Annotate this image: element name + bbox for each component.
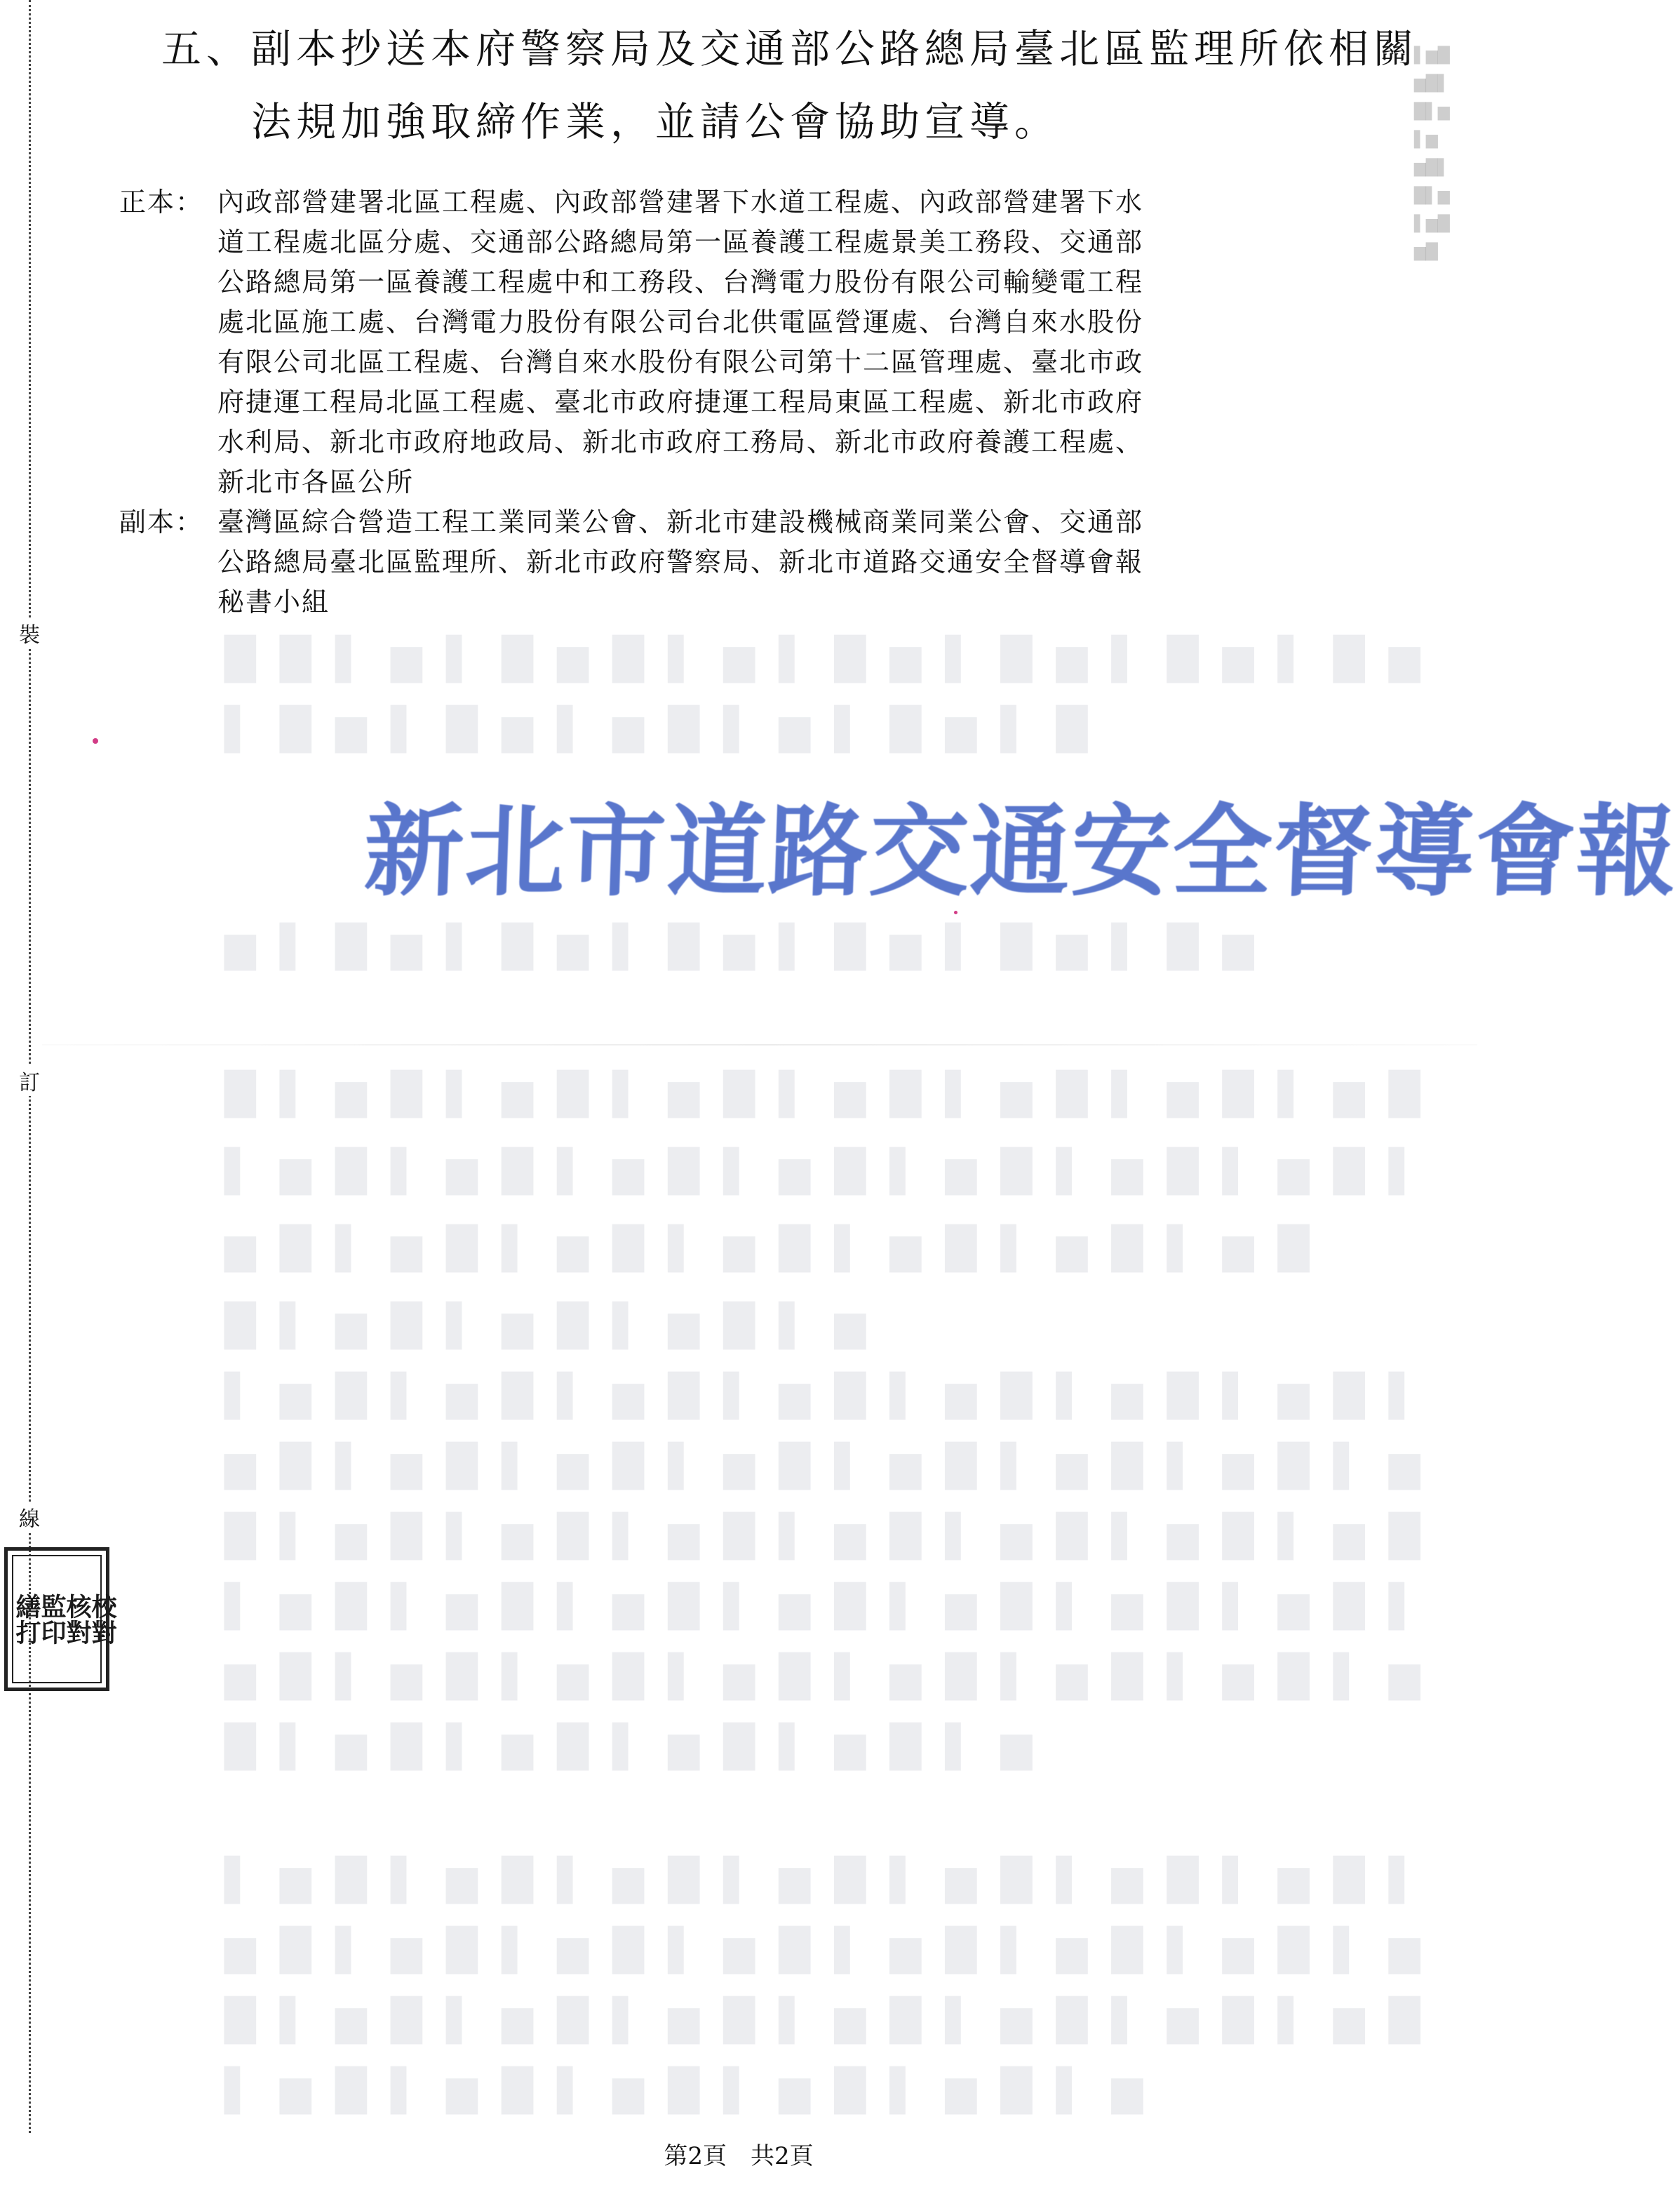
bleed-through-text: ▌ ▆ █ ▌ ▆ █ ▌ ▆ █ ▌ ▆ █ ▌ ▆ █ ▌ ▆ █ ▌ ▆ █ ▌ [224, 1147, 1426, 1195]
copy-line: 臺灣區綜合營造工程工業同業公會、新北市建設機械商業同業公會、交通部 [217, 507, 1144, 537]
bleed-through-text: ▌ ▆ █ ▌ ▆ █ ▌ ▆ █ ▌ ▆ █ ▌ ▆ █ ▌ ▆ █ ▌ ▆ █ ▌ [224, 1582, 1426, 1630]
bleed-through-text: ▌ ▆ █ ▌ ▆ █ ▌ ▆ █ ▌ ▆ █ ▌ ▆ █ ▌ ▆ █ ▌ ▆ █ ▌ [224, 1372, 1426, 1419]
primary-line: 內政部營建署北區工程處、內政部營建署下水道工程處、內政部營建署下水 [217, 187, 1144, 218]
item-five-number: 五、 [161, 26, 251, 72]
primary-line: 新北市各區公所 [217, 467, 415, 497]
seal-column: 監印 [37, 1593, 66, 1645]
primary-line: 公路總局第一區養護工程處中和工務段、台灣電力股份有限公司輸變電工程 [217, 267, 1144, 298]
copy-recipients [119, 502, 1403, 622]
primary-line: 府捷運工程局北區工程處、臺北市政府捷運工程局東區工程處、新北市政府 [217, 387, 1144, 417]
primary-recipients [119, 182, 1403, 502]
bleed-through-text: ▌ ▆ █ ▌ ▆ █ ▌ ▆ █ ▌ ▆ █ ▌ ▆ █ ▌ ▆ [224, 2066, 1149, 2114]
binding-char-mid: 訂 [18, 1065, 41, 1096]
bleed-through-edge: ▌▆█ ▆█▌ █▌▆ ▌▆ ▆█▌ █▌▆ ▌▆█ ▆█ [1414, 47, 1450, 261]
bleed-through-text: ▆ █ ▌ ▆ █ ▌ ▆ █ ▌ ▆ █ ▌ ▆ █ ▌ ▆ █ ▌ ▆ █ ▌ ▆ [224, 1926, 1426, 1974]
bleed-through-text: ▆ ▌ █ ▆ ▌ █ ▆ ▌ █ ▆ ▌ █ ▆ ▌ █ ▆ ▌ █ ▆ [224, 923, 1260, 970]
bleed-through-text: ▌ █ ▆ ▌ █ ▆ ▌ ▆ █ ▌ ▆ ▌ █ ▆ ▌ █ [224, 705, 1094, 753]
bleed-through-text: █ █ ▌ ▆ ▌ █ ▆ █ ▌ ▆ ▌ █ ▆ ▌ █ ▆ ▌ █ ▆ ▌ █ ▆ [224, 635, 1426, 683]
bleed-through-text: █ ▌ ▆ █ ▌ ▆ █ ▌ ▆ █ ▌ ▆ [224, 1302, 872, 1349]
copy-line: 公路總局臺北區監理所、新北市政府警察局、新北市道路交通安全督導會報 [217, 547, 1144, 577]
bleed-through-text: █ ▌ ▆ █ ▌ ▆ █ ▌ ▆ █ ▌ ▆ █ ▌ ▆ [224, 1723, 1038, 1770]
primary-line: 道工程處北區分處、交通部公路總局第一區養護工程處景美工務段、交通部 [217, 227, 1144, 258]
fold-line [42, 1044, 1477, 1045]
item-five-line1: 副本抄送本府警察局及交通部公路總局臺北區監理所依相關 [251, 26, 1418, 72]
seal-column: 核對 [62, 1593, 91, 1645]
bleed-through-text: █ ▌ ▆ █ ▌ ▆ █ ▌ ▆ █ ▌ ▆ █ ▌ ▆ █ ▌ ▆ █ ▌ ▆ █ [224, 1996, 1426, 2044]
ink-dot [93, 738, 98, 744]
organization-stamp: 新北市道路交通安全督導會報 [362, 794, 1680, 910]
bleed-through-text: ▌ ▆ █ ▌ ▆ █ ▌ ▆ █ ▌ ▆ █ ▌ ▆ █ ▌ ▆ █ ▌ ▆ █ ▌ [224, 1856, 1426, 1904]
binding-char-top: 裝 [18, 617, 41, 648]
seal-column: 繕打 [12, 1593, 41, 1645]
primary-line: 水利局、新北市政府地政局、新北市政府工務局、新北市政府養護工程處、 [217, 427, 1144, 457]
item-five-line2: 法規加強取締作業，並請公會協助宣導。 [251, 99, 1059, 145]
bleed-through-text: █ ▌ ▆ █ ▌ ▆ █ ▌ ▆ █ ▌ ▆ █ ▌ ▆ █ ▌ ▆ █ ▌ ▆ █ [224, 1512, 1426, 1560]
bleed-through-text: █ ▌ ▆ █ ▌ ▆ █ ▌ ▆ █ ▌ ▆ █ ▌ ▆ █ ▌ ▆ █ ▌ ▆ █ [224, 1070, 1426, 1118]
item-five [161, 13, 1459, 159]
binding-char-bottom: 線 [18, 1502, 41, 1532]
ink-dot [954, 911, 957, 914]
primary-line: 有限公司北區工程處、台灣自來水股份有限公司第十二區管理處、臺北市政 [217, 347, 1144, 377]
primary-line: 處北區施工處、台灣電力股份有限公司台北供電區營運處、台灣自來水股份 [217, 307, 1144, 338]
page-number: 第2頁 共2頁 [664, 2142, 814, 2170]
primary-label: 正本： [119, 187, 204, 218]
copy-label: 副本： [119, 507, 204, 537]
proofreading-seal [4, 1547, 116, 1691]
bleed-through-text: ▆ █ ▌ ▆ █ ▌ ▆ █ ▌ ▆ █ ▌ ▆ █ ▌ ▆ █ ▌ ▆ █ [224, 1224, 1315, 1272]
bleed-through-text: ▆ █ ▌ ▆ █ ▌ ▆ █ ▌ ▆ █ ▌ ▆ █ ▌ ▆ █ ▌ ▆ █ ▌ ▆ [224, 1652, 1426, 1700]
bleed-through-text: ▆ █ ▌ ▆ █ ▌ ▆ █ ▌ ▆ █ ▌ ▆ █ ▌ ▆ █ ▌ ▆ █ ▌ ▆ [224, 1442, 1426, 1490]
seal-column: 校對 [88, 1593, 116, 1645]
copy-line: 秘書小組 [217, 587, 330, 617]
